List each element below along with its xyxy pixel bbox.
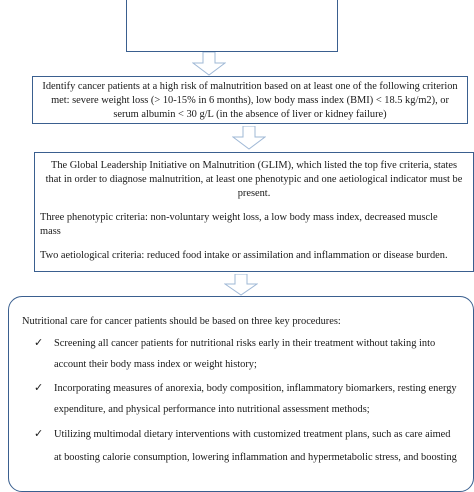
glim-intro-line-1: The Global Leadership Initiative on Malnutrition (GLIM), which listed the top five criteria, states [51,160,457,171]
top-box [126,0,338,52]
high-risk-line-2: met: severe weight loss (> 10-15% in 6 months), low body mass index (BMI) < 18.5 kg/m2), or [51,95,449,106]
phenotypic-line-2: mass [40,226,61,237]
care-intro: Nutritional care for cancer patients should be based on three key procedures: [22,316,341,327]
check-icon-3: ✓ [34,427,44,440]
care-item-3-line-2: at boosting calorie consumption, lowering inflammation and hypermetabolic stress, and boosting [54,452,457,463]
glim-intro-line-2: that in order to diagnose malnutrition, at least one phenotypic and one aetiological indicator must be [45,174,463,185]
care-item-2-line-2: expenditure, and physical performance into nutritional assessment methods; [54,404,370,415]
care-item-1-line-2: account their body mass index or weight history; [54,359,257,370]
down-arrow-3 [224,274,258,296]
care-item-2-line-1: Incorporating measures of anorexia, body composition, inflammatory biomarkers, resting energy [54,383,457,394]
down-arrow-2 [232,126,266,150]
phenotypic-line-1: Three phenotypic criteria: non-voluntary weight loss, a low body mass index, decreased muscle [40,212,438,223]
care-item-3-line-1: Utilizing multimodal dietary interventions with customized treatment plans, such as care aimed [54,429,451,440]
care-item-1-line-1: Screening all cancer patients for nutritional risks early in their treatment without taking into [54,338,436,349]
down-arrow-1 [192,52,226,76]
aetiological-line: Two aetiological criteria: reduced food intake or assimilation and inflammation or disease burden. [40,250,448,261]
glim-intro-line-3: present. [237,188,271,199]
check-icon-2: ✓ [34,381,44,394]
check-icon-1: ✓ [34,336,44,349]
high-risk-line-3: serum albumin < 30 g/L (in the absence of liver or kidney failure) [113,109,387,120]
high-risk-line-1: Identify cancer patients at a high risk of malnutrition based on at least one of the following criterion [42,81,458,92]
